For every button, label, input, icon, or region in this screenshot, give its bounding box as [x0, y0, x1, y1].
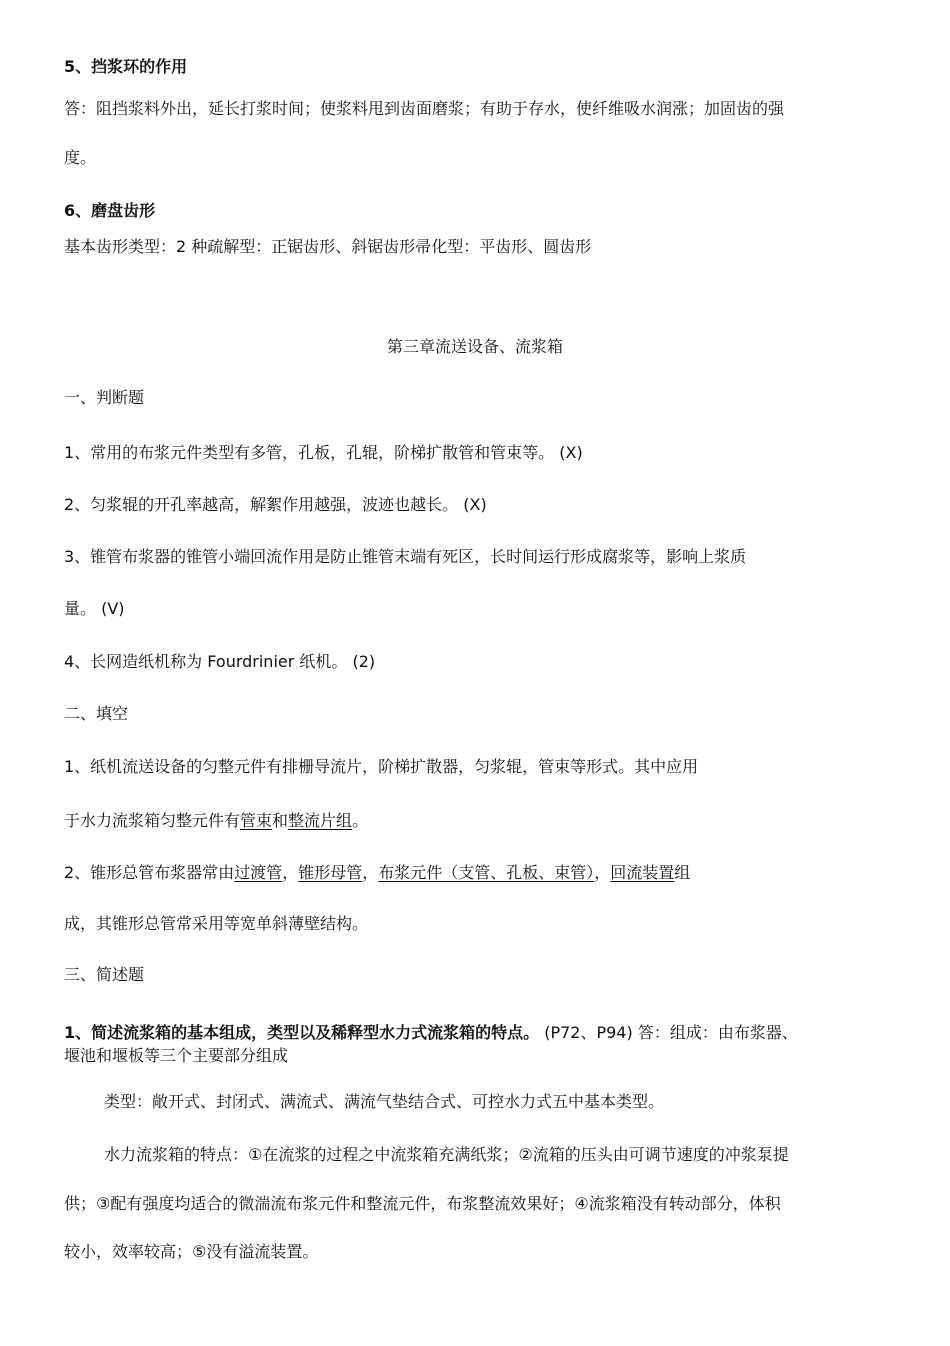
section5-answer-line2: 度。 — [64, 148, 97, 167]
fill-q2-line1 — [64, 862, 690, 884]
judge-q3-line1: 3、锥管布浆器的锥管小端回流作用是防止锥管末端有死区，长时间运行形成腐浆等，影响上浆质 — [64, 547, 747, 566]
chapter-title: 第三章流送设备、流浆箱 — [386, 337, 563, 356]
fill-q1-line1: 1、纸机流送设备的匀整元件有排栅导流片，阶梯扩散器，匀浆辊，管束等形式。其中应用 — [64, 757, 699, 776]
judge-q2: 2、匀浆辊的开孔率越高，解絮作用越强，波迹也越长。 (X) — [64, 495, 487, 514]
judge-q3-line2: 量。 (V) — [64, 599, 125, 618]
short-q1-question: 1、简述流浆箱的基本组成，类型以及稀释型水力式流浆箱的特点。 — [64, 1023, 540, 1042]
fill-q1-blank1: 管束 — [240, 811, 273, 830]
judge-q4: 4、长网造纸机称为 Fourdrinier 纸机。 (2) — [64, 652, 376, 671]
short-q1-line2: 堰池和堰板等三个主要部分组成 — [64, 1046, 289, 1065]
fill-q2-blank4: 回流装置 — [610, 863, 675, 882]
fill-q2-blank1: 过渡管 — [234, 863, 283, 882]
fill-q2-sep3: ， — [594, 863, 611, 882]
short-q1-line1 — [64, 1022, 798, 1044]
fill-q1-prefix: 于水力流浆箱匀整元件有 — [64, 811, 241, 830]
judge-q1: 1、常用的布浆元件类型有多管，孔板，孔辊，阶梯扩散管和管束等。 (X) — [64, 443, 583, 462]
short-q1-answer-start: (P72、P94) 答：组成：由布浆器、 — [539, 1023, 798, 1042]
section5-answer-line1: 答：阻挡浆料外出，延长打浆时间；使浆料甩到齿面磨浆；有助于存水，使纤维吸水润涨；加固齿的强 — [64, 99, 785, 118]
short-heading: 三、简述题 — [64, 965, 145, 984]
short-features-line2: 供；③配有强度均适合的微湍流布浆元件和整流元件，布浆整流效果好；④流浆箱没有转动部分，体积 — [64, 1194, 781, 1213]
short-features-line1: 水力流浆箱的特点：①在流浆的过程之中流浆箱充满纸浆；②流箱的压头由可调节速度的冲浆泵提 — [104, 1145, 789, 1164]
short-types: 类型：敞开式、封闭式、满流式、满流气垫结合式、可控水力式五中基本类型。 — [104, 1092, 665, 1111]
fill-q2-sep1: ， — [282, 863, 299, 882]
fill-q1-line2 — [64, 810, 368, 832]
judge-heading: 一、判断题 — [64, 388, 145, 407]
fill-q2-blank3: 布浆元件（支管、孔板、束管） — [378, 863, 595, 882]
fill-q2-blank2: 锥形母管 — [298, 863, 363, 882]
section5-heading: 5、挡浆环的作用 — [64, 57, 188, 76]
fill-q1-mid: 和 — [272, 811, 289, 830]
section6-heading: 6、磨盘齿形 — [64, 201, 156, 220]
section6-body: 基本齿形类型：2 种疏解型：正锯齿形、斜锯齿形帚化型：平齿形、圆齿形 — [64, 237, 592, 256]
fill-heading: 二、填空 — [64, 704, 129, 723]
fill-q2-end: 组 — [674, 863, 691, 882]
fill-q2-prefix: 2、锥形总管布浆器常由 — [64, 863, 235, 882]
short-features-line3: 较小，效率较高；⑤没有溢流装置。 — [64, 1242, 319, 1261]
fill-q1-end: 。 — [352, 811, 369, 830]
fill-q2-line2: 成，其锥形总管常采用等宽单斜薄壁结构。 — [64, 914, 369, 933]
fill-q1-blank2: 整流片组 — [288, 811, 353, 830]
fill-q2-sep2: ， — [362, 863, 379, 882]
